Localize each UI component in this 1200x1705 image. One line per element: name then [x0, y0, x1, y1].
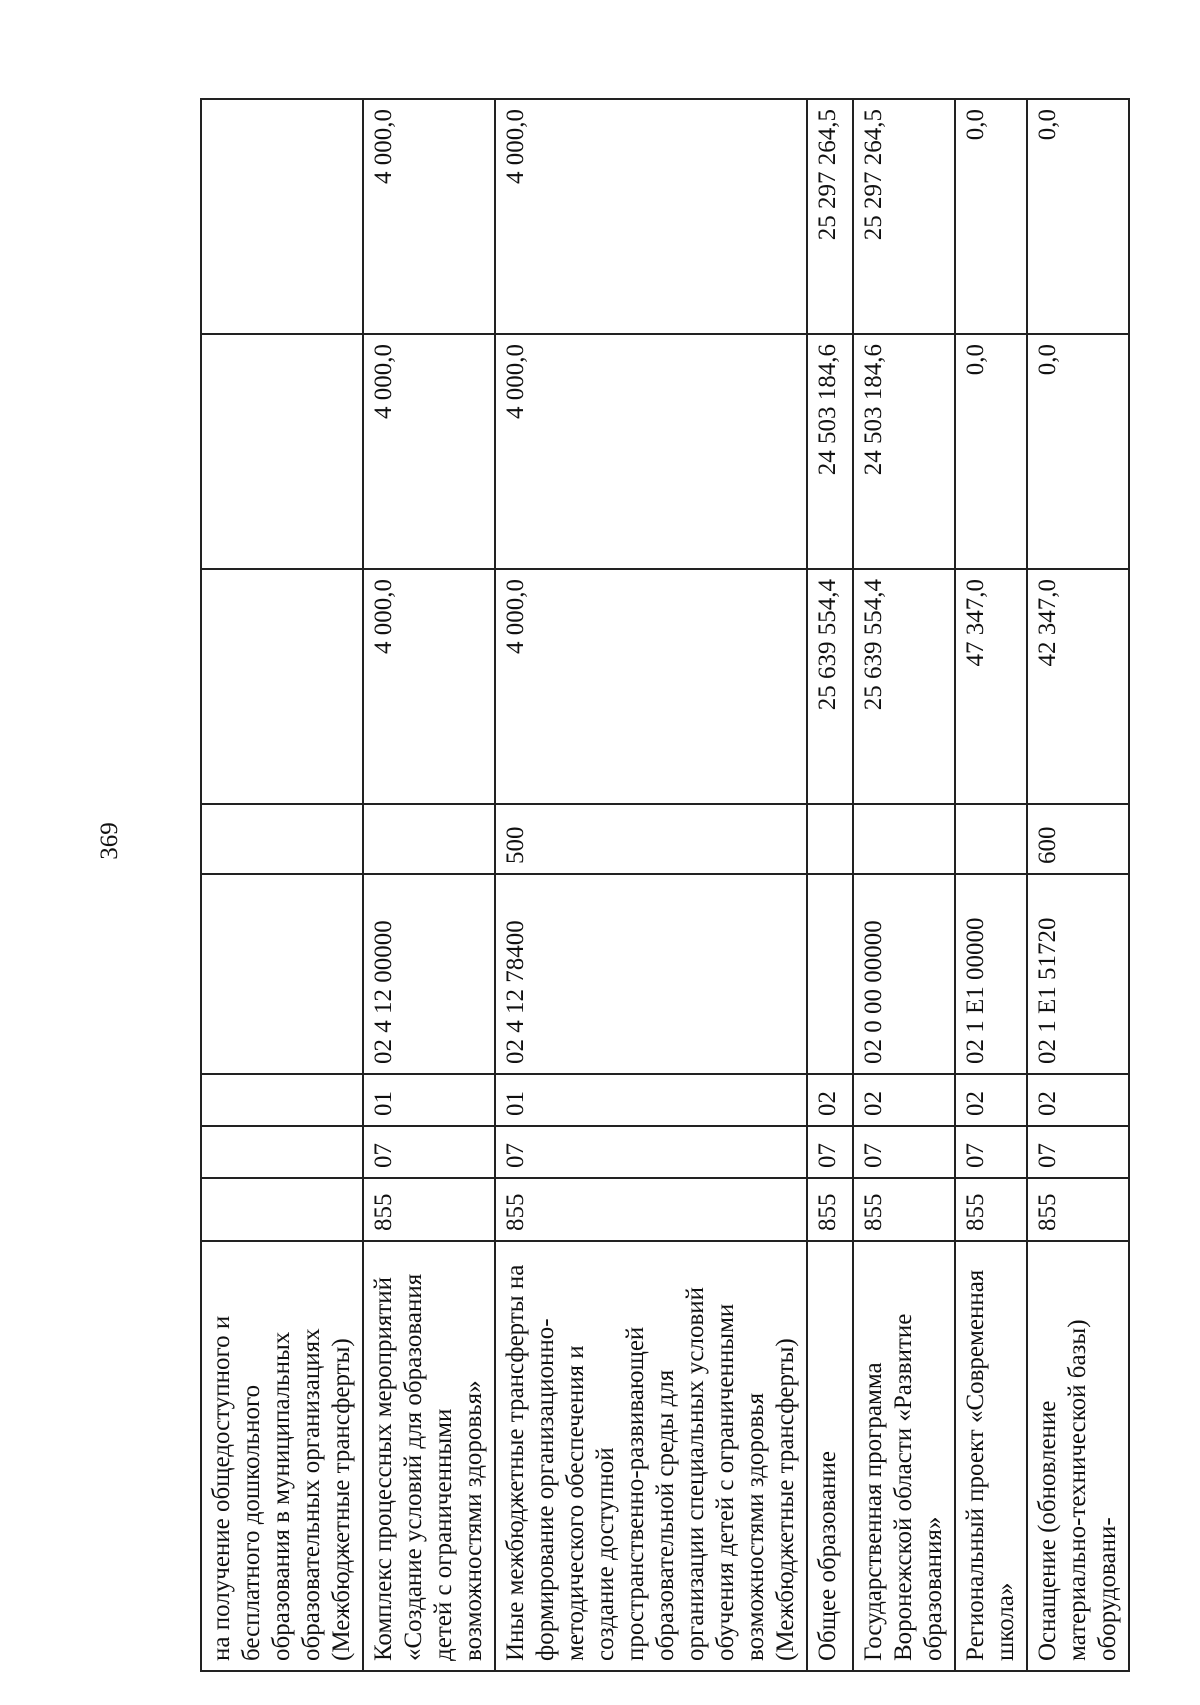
row-name-cell: Иные межбюджетные трансферты на формирование организационно-методического обеспечения и создание доступной пространственно-развивающей образовательной среды для организации специальных условий обучения детей с ограниченными возможностями здоровья (Межбюджетные трансферты) — [495, 1241, 807, 1671]
vr-cell — [363, 804, 495, 874]
pr-cell: 02 — [853, 1074, 955, 1126]
year2-cell: 0,0 — [1027, 334, 1129, 569]
rz-cell: 07 — [853, 1126, 955, 1178]
rz-cell: 07 — [807, 1126, 853, 1178]
csr-cell: 02 4 12 78400 — [495, 874, 807, 1074]
rotated-table-wrapper — [200, 100, 1121, 1672]
year1-cell: 25 639 554,4 — [807, 569, 853, 804]
gl-cell: 855 — [495, 1178, 807, 1241]
rz-cell: 07 — [1027, 1126, 1129, 1178]
row-name-cell: Государственная программа Воронежской области «Развитие образования» — [853, 1241, 955, 1671]
table-row — [363, 99, 495, 1671]
row-name-cell: Оснащение (обновление материально-технической базы) оборудовани- — [1027, 1241, 1129, 1671]
pr-cell: 01 — [363, 1074, 495, 1126]
pr-cell: 02 — [955, 1074, 1027, 1126]
year3-cell: 0,0 — [1027, 99, 1129, 334]
year1-cell: 4 000,0 — [363, 569, 495, 804]
year2-cell — [201, 334, 363, 569]
year1-cell: 47 347,0 — [955, 569, 1027, 804]
year3-cell: 25 297 264,5 — [853, 99, 955, 334]
table-row — [807, 99, 853, 1671]
rz-cell: 07 — [955, 1126, 1027, 1178]
rz-cell: 07 — [495, 1126, 807, 1178]
row-name-cell: Региональный проект «Современная школа» — [955, 1241, 1027, 1671]
vr-cell — [201, 804, 363, 874]
year3-cell — [201, 99, 363, 334]
year2-cell: 4 000,0 — [363, 334, 495, 569]
year2-cell: 0,0 — [955, 334, 1027, 569]
csr-cell: 02 4 12 00000 — [363, 874, 495, 1074]
year1-cell — [201, 569, 363, 804]
pr-cell: 02 — [807, 1074, 853, 1126]
budget-table — [200, 98, 1130, 1672]
table-row — [853, 99, 955, 1671]
table-row — [201, 99, 363, 1671]
row-name-cell: Комплекс процессных мероприятий «Создание условий для образования детей с ограниченными возможностями здоровья» — [363, 1241, 495, 1671]
gl-cell: 855 — [955, 1178, 1027, 1241]
vr-cell: 600 — [1027, 804, 1129, 874]
year1-cell: 42 347,0 — [1027, 569, 1129, 804]
csr-cell: 02 1 E1 00000 — [955, 874, 1027, 1074]
table-row — [955, 99, 1027, 1671]
gl-cell: 855 — [853, 1178, 955, 1241]
vr-cell — [853, 804, 955, 874]
vr-cell: 500 — [495, 804, 807, 874]
csr-cell — [201, 874, 363, 1074]
csr-cell: 02 0 00 00000 — [853, 874, 955, 1074]
gl-cell: 855 — [1027, 1178, 1129, 1241]
csr-cell: 02 1 E1 51720 — [1027, 874, 1129, 1074]
page-number: 369 — [96, 822, 123, 860]
gl-cell: 855 — [807, 1178, 853, 1241]
csr-cell — [807, 874, 853, 1074]
row-name-cell: Общее образование — [807, 1241, 853, 1671]
table-row — [1027, 99, 1129, 1671]
pr-cell: 01 — [495, 1074, 807, 1126]
rz-cell: 07 — [363, 1126, 495, 1178]
gl-cell: 855 — [363, 1178, 495, 1241]
rz-cell — [201, 1126, 363, 1178]
pr-cell: 02 — [1027, 1074, 1129, 1126]
year3-cell: 0,0 — [955, 99, 1027, 334]
year2-cell: 4 000,0 — [495, 334, 807, 569]
gl-cell — [201, 1178, 363, 1241]
year2-cell: 24 503 184,6 — [807, 334, 853, 569]
vr-cell — [955, 804, 1027, 874]
year3-cell: 4 000,0 — [495, 99, 807, 334]
table-row — [495, 99, 807, 1671]
year3-cell: 4 000,0 — [363, 99, 495, 334]
year1-cell: 4 000,0 — [495, 569, 807, 804]
year3-cell: 25 297 264,5 — [807, 99, 853, 334]
vr-cell — [807, 804, 853, 874]
year2-cell: 24 503 184,6 — [853, 334, 955, 569]
row-name-cell: на получение общедоступного и бесплатного дошкольного образования в муниципальных образовательных организациях (Межбюджетные трансферты) — [201, 1241, 363, 1671]
year1-cell: 25 639 554,4 — [853, 569, 955, 804]
pr-cell — [201, 1074, 363, 1126]
